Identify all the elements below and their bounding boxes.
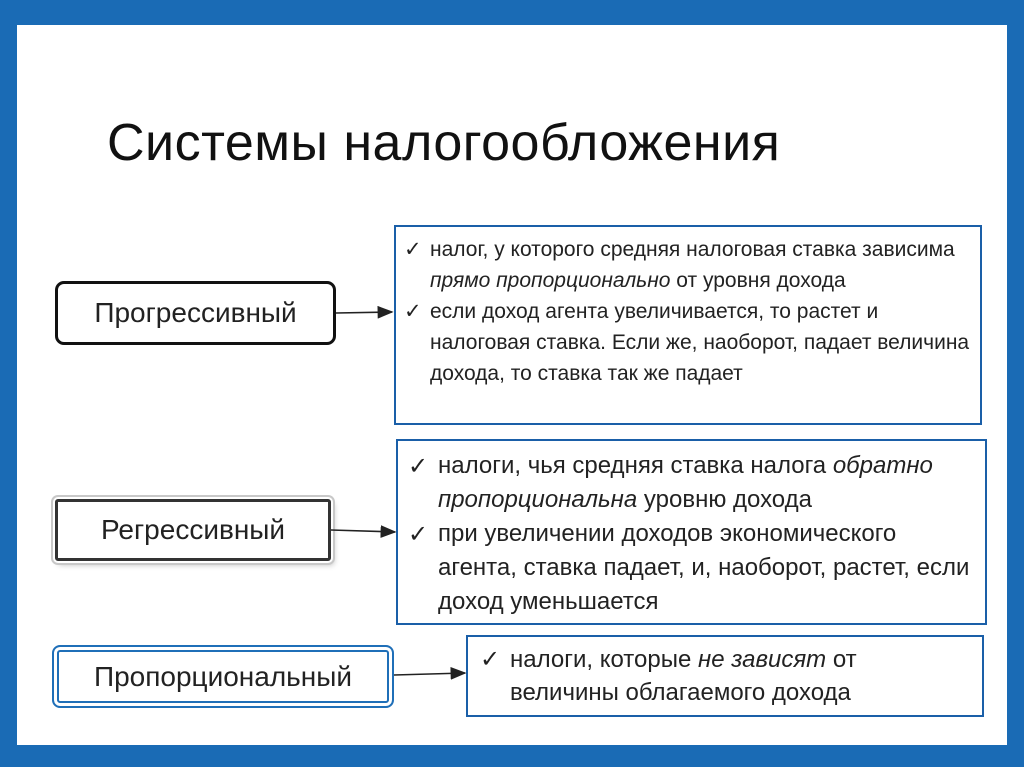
regressive-label: Регрессивный <box>100 514 286 545</box>
progressive-label-box <box>55 281 336 345</box>
progressive-description-box <box>394 225 982 425</box>
list-item: ✓ при увеличении доходов экономического агента, ставка падает, и, наоборот, растет, если доход уменьшается <box>408 517 975 619</box>
check-icon: ✓ <box>404 237 422 261</box>
check-icon: ✓ <box>404 299 422 323</box>
list-item: ✓ налог, у которого средняя налоговая ставка зависима прямо пропорционально от уровня дохода <box>404 234 970 296</box>
proportional-description-box <box>466 635 984 717</box>
regressive-description-box <box>396 439 987 625</box>
slide <box>17 25 1007 745</box>
check-icon: ✓ <box>408 452 429 480</box>
proportional-label-box <box>52 645 394 708</box>
list-item: ✓ налоги, которые не зависят от величины облагаемого дохода <box>480 643 972 709</box>
proportional-label: Пропорциональный <box>93 660 352 692</box>
progressive-label: Прогрессивный <box>94 297 297 328</box>
list-item: ✓ налоги, чья средняя ставка налога обратно пропорциональна уровню дохода <box>408 449 975 517</box>
check-icon: ✓ <box>408 520 429 548</box>
slide-title: Системы налогообложения <box>107 114 781 172</box>
check-icon: ✓ <box>480 645 501 673</box>
regressive-label-box <box>55 499 331 561</box>
list-item: ✓ если доход агента увеличивается, то растет и налоговая ставка. Если же, наоборот, падает величина дохода, то ставка так же падает <box>404 296 970 389</box>
